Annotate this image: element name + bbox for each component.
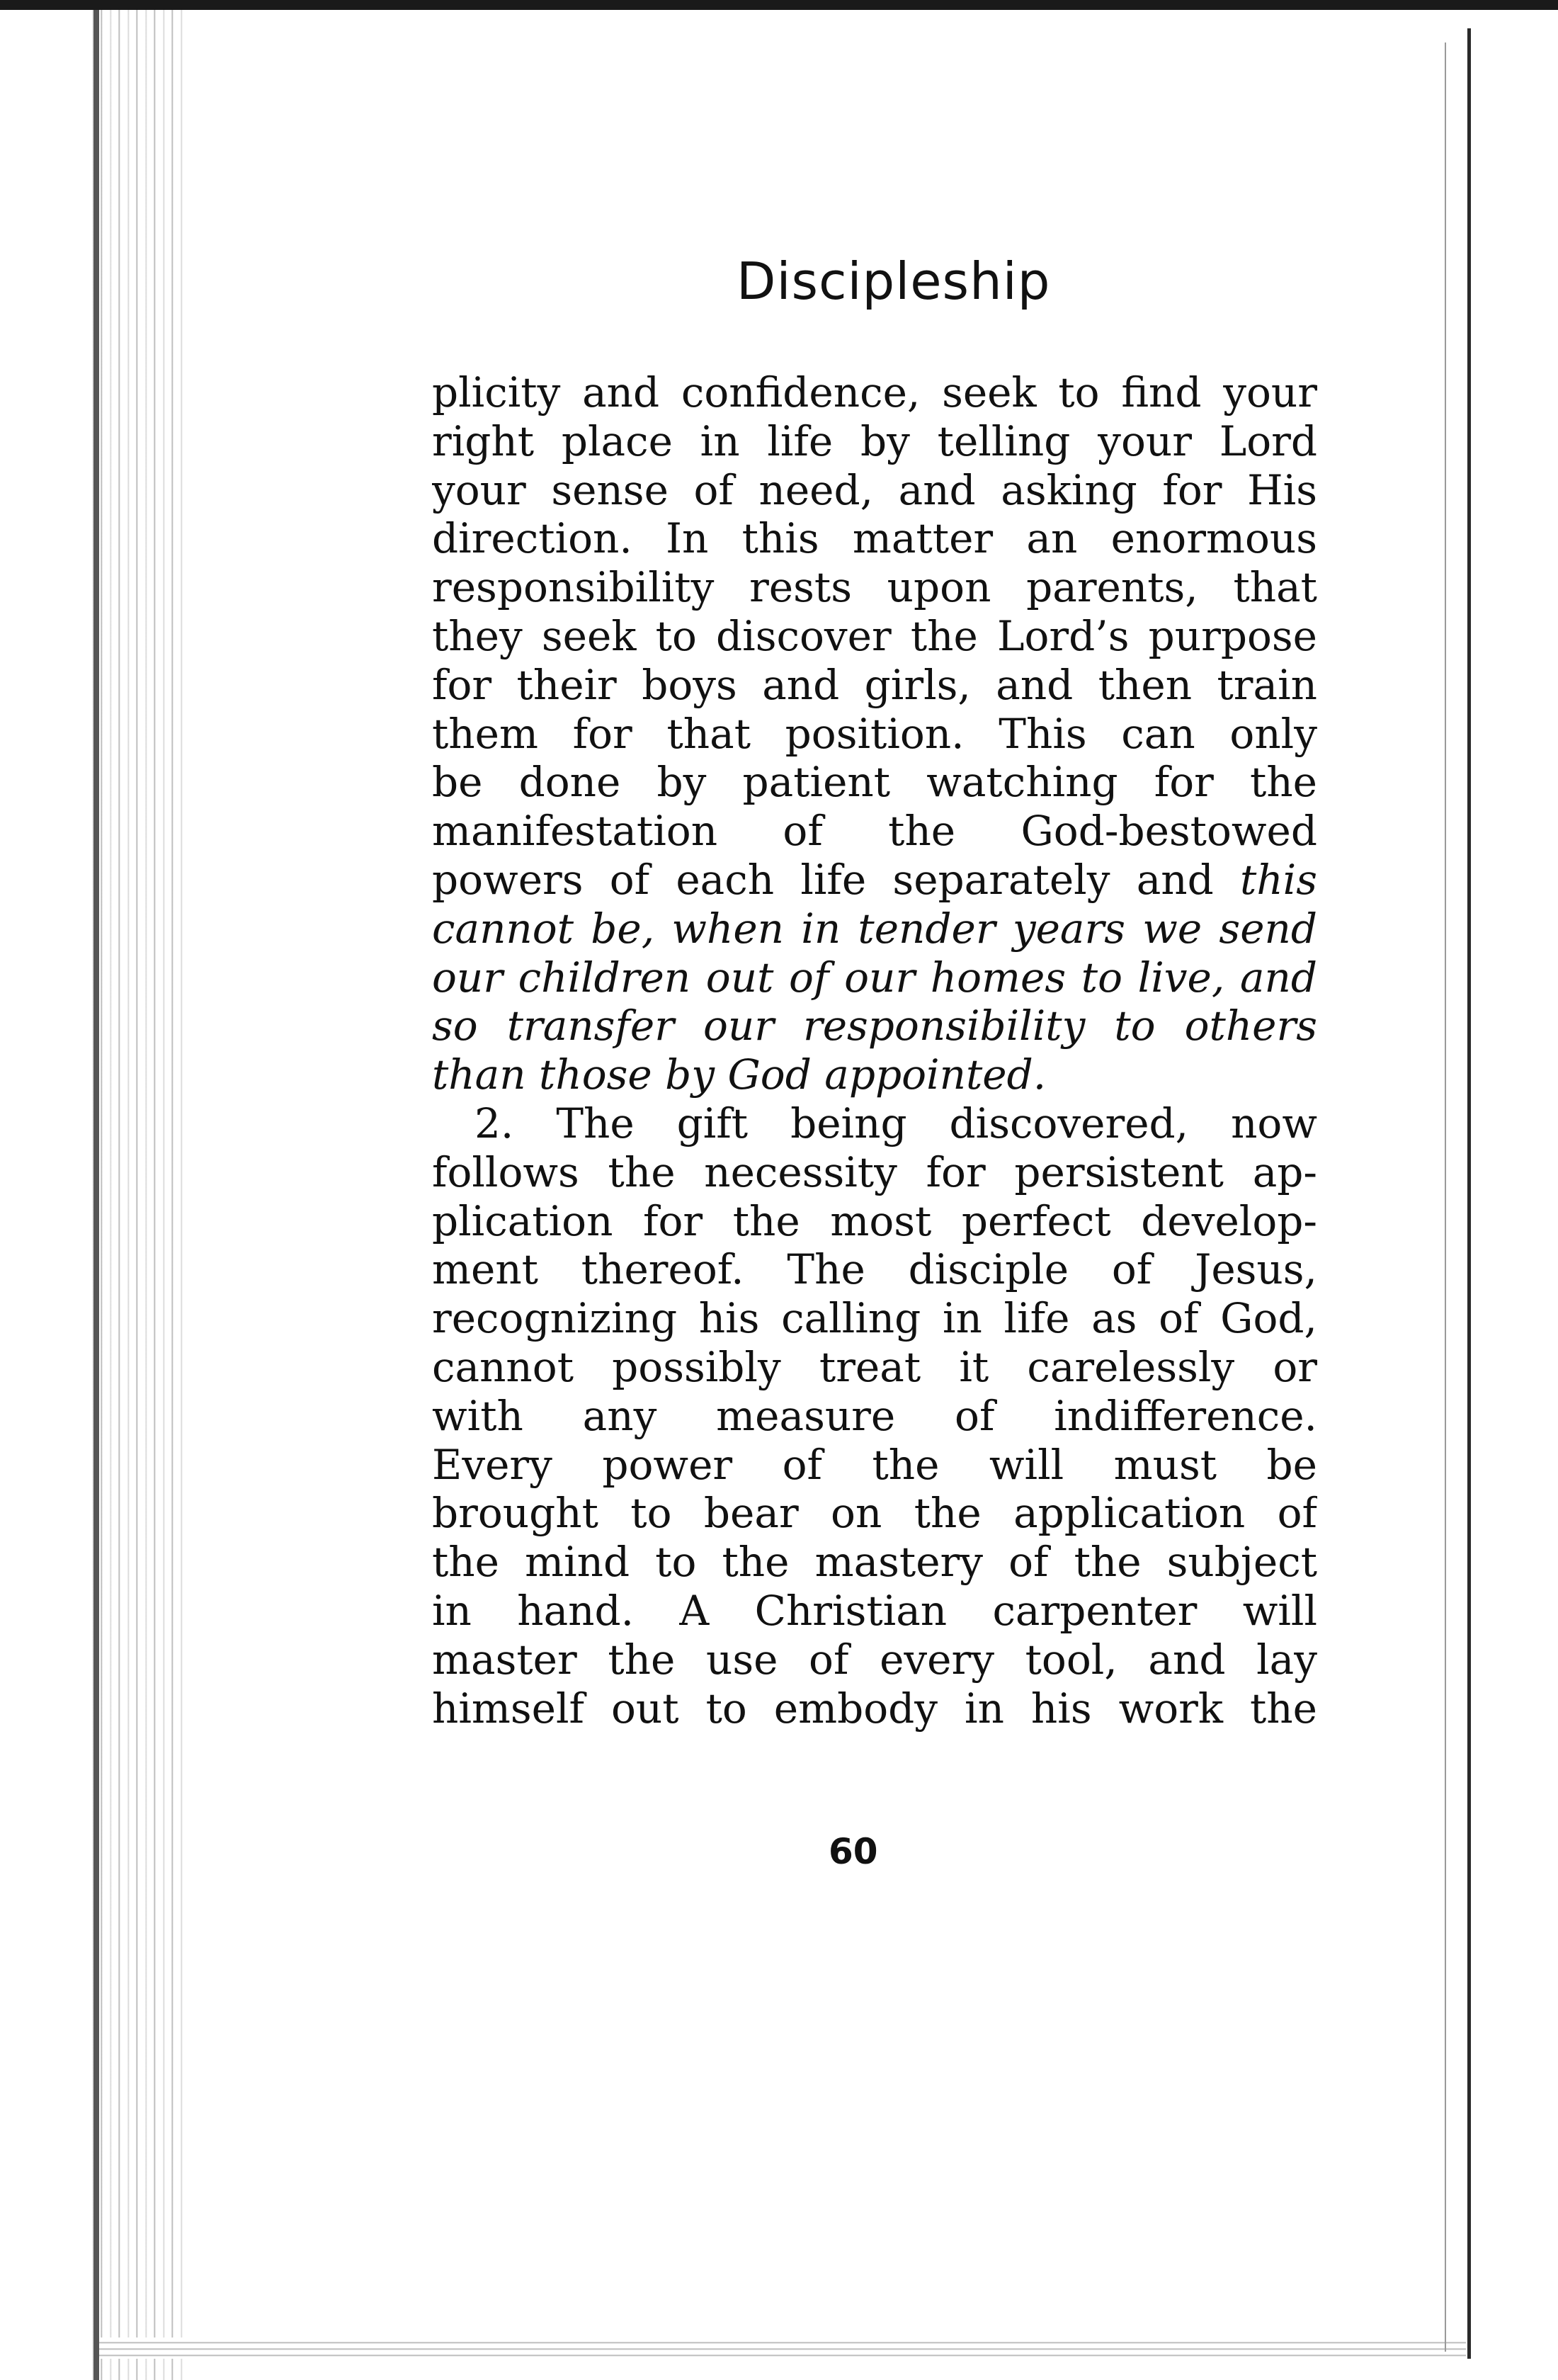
text-line: for their boys and girls, and then train [432, 660, 1317, 709]
book-page-edges [85, 10, 184, 2380]
text-line: than those by God appointed. [432, 1050, 1047, 1099]
text-line: ment thereof. The disciple of Jesus, [432, 1245, 1317, 1294]
bottom-page-edges [99, 2338, 1473, 2359]
text-line: they seek to discover the Lord’s purpose [432, 611, 1317, 660]
text-line [432, 856, 1317, 905]
text-line: recognizing his calling in life as of God, [432, 1294, 1317, 1343]
text-line: Every power of the will must be [432, 1440, 1317, 1489]
text-line: manifestation of the God-bestowed [432, 807, 1317, 856]
text-line: our children out of our homes to live, and [432, 953, 1317, 1002]
text-line-roman-part: powers of each life separately and [432, 855, 1241, 904]
text-line: plicity and confidence, seek to find your [432, 368, 1317, 416]
text-line: be done by patient watching for the [432, 758, 1317, 807]
text-line: 2. The gift being discovered, now [474, 1099, 1317, 1148]
text-line: responsibility rests upon parents, that [432, 563, 1317, 612]
right-page-edge-inner [1445, 42, 1446, 2352]
right-page-edge [1467, 28, 1471, 2359]
text-line: the mind to the mastery of the subject [432, 1538, 1317, 1587]
text-line: cannot be, when in tender years we send [432, 904, 1317, 953]
spine-shadow [93, 10, 99, 2380]
right-margin [1466, 10, 1558, 2380]
text-line: your sense of need, and asking for His [432, 465, 1317, 514]
text-line: brought to bear on the application of [432, 1489, 1317, 1538]
text-line: so transfer our responsibility to others [432, 1002, 1317, 1050]
text-line: in hand. A Christian carpenter will [432, 1586, 1317, 1635]
text-line: plication for the most perfect develop- [432, 1196, 1317, 1245]
page-number: 60 [829, 1831, 878, 1872]
scan-top-edge [0, 0, 1558, 10]
text-line-italic-part: this [1240, 855, 1317, 904]
text-line: with any measure of indifference. [432, 1391, 1317, 1440]
text-line: master the use of every tool, and lay [432, 1635, 1317, 1684]
text-line: right place in life by telling your Lord [432, 416, 1317, 465]
text-line: them for that position. This can only [432, 709, 1317, 758]
running-head: Discipleship [737, 251, 1051, 311]
text-line: cannot possibly treat it carelessly or [432, 1342, 1317, 1391]
text-line: himself out to embody in his work the [432, 1684, 1317, 1733]
body-text [432, 368, 1317, 1733]
text-line: direction. In this matter an enormous [432, 514, 1317, 563]
text-line: follows the necessity for persistent ap- [432, 1148, 1317, 1196]
